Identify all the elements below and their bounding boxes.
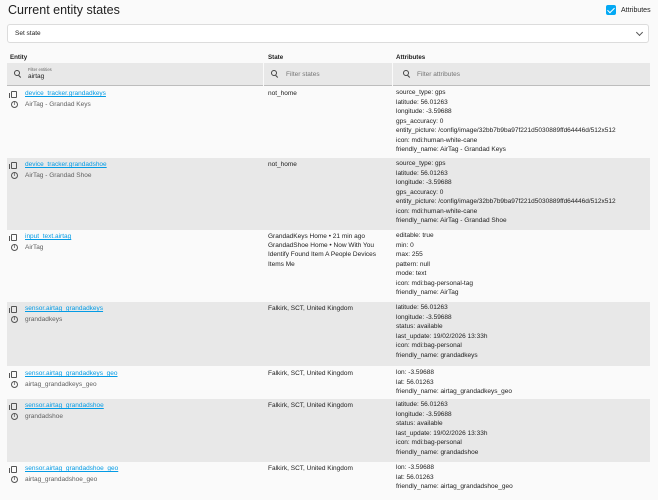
info-icon[interactable] [11,413,18,420]
table-row [7,399,650,462]
entity-state: not_home [268,90,297,97]
entity-state: Falkirk, SCT, United Kingdom [268,370,353,377]
column-header-state: State [268,54,284,61]
entity-attributes: source_type: gps latitude: 56.01263 longitude: -3.59688 gps_accuracy: 0 entity_picture: /config/image/32bb7b9ba97f221d5030889ffd64446d/512x512 icon: mdi:human-white-cane friendly_name: AirTag - Grandad Keys [396,89,616,153]
set-state-label: Set state [15,30,41,37]
table-row [7,366,650,399]
copy-icon[interactable] [11,234,17,241]
info-icon[interactable] [11,244,18,251]
state-filter-input[interactable]: Filter states [286,71,320,78]
entity-state: Falkirk, SCT, United Kingdom [268,305,353,312]
search-icon [14,70,20,76]
entity-state: GrandadKeys Home • 21 min ago GrandadShoe Home • Now With You Identify Found Item A People Devices Items Me [268,233,377,268]
copy-icon[interactable] [11,306,17,313]
copy-icon[interactable] [11,403,17,410]
table-row [7,230,650,302]
entity-state: Falkirk, SCT, United Kingdom [268,402,353,409]
copy-icon[interactable] [11,162,17,169]
search-icon [403,70,409,76]
info-icon[interactable] [11,476,18,483]
entity-attributes: latitude: 56.01263 longitude: -3.59688 status: available last_update: 19/02/2026 13:33h icon: mdi:bag-personal friendly_name: grandadshoe [396,401,488,456]
table-row [7,158,650,230]
attributes-filter-input[interactable]: Filter attributes [417,71,460,78]
entity-friendly-name: grandadshoe [25,413,63,420]
copy-icon[interactable] [11,371,17,378]
entity-attributes: latitude: 56.01263 longitude: -3.59688 status: available last_update: 19/02/2026 13:33h icon: mdi:bag-personal friendly_name: grandadkeys [396,304,488,359]
entity-friendly-name: grandadkeys [25,316,63,323]
entity-friendly-name: AirTag - Grandad Keys [25,101,91,108]
entity-filter-input[interactable]: airtag [28,73,45,80]
copy-icon[interactable] [11,466,17,473]
info-icon[interactable] [11,172,18,179]
table-row [7,302,650,366]
state-filter-field[interactable] [264,63,392,86]
entity-attributes: editable: true min: 0 max: 255 pattern: null mode: text icon: mdi:bag-personal-tag friendly_name: AirTag [396,232,473,296]
entity-friendly-name: AirTag - Grandad Shoe [25,172,92,179]
entity-id-link[interactable]: input_text.airtag [25,233,72,240]
entity-attributes: lon: -3.59688 lat: 56.01263 friendly_name: airtag_grandadshoe_geo [396,464,513,490]
entity-friendly-name: AirTag [25,244,44,251]
entity-id-link[interactable]: device_tracker.grandadshoe [25,161,107,168]
entity-friendly-name: airtag_grandadshoe_geo [25,476,98,483]
search-icon [271,70,277,76]
top-bar [0,0,658,22]
entity-id-link[interactable]: device_tracker.grandadkeys [25,90,106,97]
info-icon[interactable] [11,101,18,108]
page-title: Current entity states [8,3,120,17]
table-row [7,87,650,158]
column-header-entity: Entity [10,54,28,61]
entity-friendly-name: airtag_grandadkeys_geo [25,381,97,388]
filter-bar [7,63,650,86]
entity-id-link[interactable]: sensor.airtag_grandadshoe [25,402,104,409]
info-icon[interactable] [11,316,18,323]
attributes-toggle-label: Attributes [621,6,651,14]
chevron-down-icon [636,29,643,36]
entity-id-link[interactable]: sensor.airtag_grandadkeys [25,305,104,312]
set-state-expander[interactable] [7,24,649,43]
attributes-toggle[interactable] [606,5,651,15]
column-header-attributes: Attributes [396,54,426,61]
entity-state: Falkirk, SCT, United Kingdom [268,465,353,472]
entity-attributes: lon: -3.59688 lat: 56.01263 friendly_name: airtag_grandadkeys_geo [396,369,512,395]
info-icon[interactable] [11,381,18,388]
copy-icon[interactable] [11,91,17,98]
entity-id-link[interactable]: sensor.airtag_grandadshoe_geo [25,465,119,472]
entity-state: not_home [268,161,297,168]
attributes-checkbox[interactable] [606,5,616,15]
attributes-filter-field[interactable] [393,63,650,86]
table-row [7,462,650,500]
entity-filter-field[interactable] [7,63,263,86]
entity-filter-label: Filter entities [28,67,52,72]
entity-id-link[interactable]: sensor.airtag_grandadkeys_geo [25,370,118,377]
entity-attributes: source_type: gps latitude: 56.01263 longitude: -3.59688 gps_accuracy: 0 entity_picture: /config/image/32bb7b9ba97f221d5030889ffd64446d/512x512 icon: mdi:human-white-cane friendly_name: AirTag - Grandad Shoe [396,160,616,224]
